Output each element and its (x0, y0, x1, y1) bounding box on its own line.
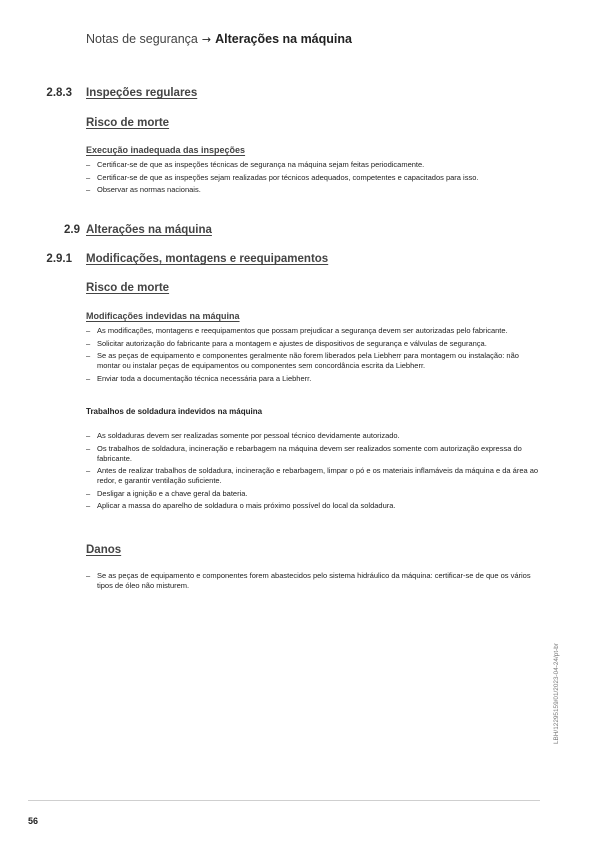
list-item: – Antes de realizar trabalhos de soldadura, incineração e rebarbagem, limpar o pó e os materiais inflamáveis da máquina e da área ao redor, e garantir ventilação suficiente. (86, 466, 542, 486)
list-item: – Certificar-se de que as inspeções sejam realizadas por técnicos adequados, competentes e capacitados para isso. (86, 173, 542, 183)
damage-list (86, 571, 542, 594)
risk-heading: Risco de morte (86, 117, 170, 129)
header-section: Notas de segurança (86, 32, 198, 46)
modification-list (86, 326, 542, 386)
subheading-modificacoes: Modificações indevidas na máquina (86, 311, 240, 321)
inspection-list (86, 160, 542, 198)
list-item: – Se as peças de equipamento e componentes forem abastecidos pelo sistema hidráulico da máquina: certificar-se de que os vários tipos de óleo não misturem. (86, 571, 542, 591)
welding-heading: Trabalhos de soldadura indevidos na máquina (86, 407, 263, 416)
section-number-2-9-1: 2.9.1 (46, 253, 72, 265)
list-item: – Se as peças de equipamento e componentes geralmente não forem liberados pela Liebherr para montagem ou instalação: não montar ou instalar peças de equipamentos ou componentes sem concordância escrita da Liebherr. (86, 351, 542, 371)
list-item: – As soldaduras devem ser realizadas somente por pessoal técnico devidamente autorizado. (86, 431, 542, 441)
welding-list (86, 431, 542, 514)
list-item: – Solicitar autorização do fabricante para a montagem e ajustes de dispositivos de segurança e válvulas de segurança. (86, 339, 542, 349)
list-item: – Enviar toda a documentação técnica necessária para a Liebherr. (86, 374, 542, 384)
footer-divider (28, 800, 540, 801)
page-number: 56 (28, 816, 39, 826)
page-header (86, 32, 352, 46)
section-title-alteracoes: Alterações na máquina (86, 224, 212, 236)
section-title-inspecoes: Inspeções regulares (86, 87, 198, 99)
list-item: – Desligar a ignição e a chave geral da bateria. (86, 489, 542, 499)
subheading-inspecoes: Execução inadequada das inspeções (86, 145, 246, 155)
list-item: – Certificar-se de que as inspeções técnicas de segurança na máquina sejam feitas periodicamente. (86, 160, 542, 170)
list-item: – Observar as normas nacionais. (86, 185, 542, 195)
section-title-modificacoes: Modificações, montagens e reequipamentos (86, 253, 329, 265)
section-number-2-9: 2.9 (64, 224, 80, 236)
list-item: – As modificações, montagens e reequipamentos que possam prejudicar a segurança devem ser autorizadas pelo fabricante. (86, 326, 542, 336)
document-reference (553, 632, 563, 744)
header-current: Alterações na máquina (215, 32, 352, 46)
list-item: – Os trabalhos de soldadura, incineração e rebarbagem na máquina devem ser realizados somente com autorização expressa do fabricante. (86, 444, 542, 464)
risk-heading: Risco de morte (86, 282, 170, 294)
arrow-right-icon: → (201, 33, 212, 46)
document-reference-text: LBH/12295159/01/2023-04-24/pt-br (553, 643, 560, 744)
section-number-2-8-3: 2.8.3 (46, 87, 72, 99)
list-item: – Aplicar a massa do aparelho de soldadura o mais próximo possível do local da soldadura. (86, 501, 542, 511)
damage-heading: Danos (86, 544, 122, 556)
